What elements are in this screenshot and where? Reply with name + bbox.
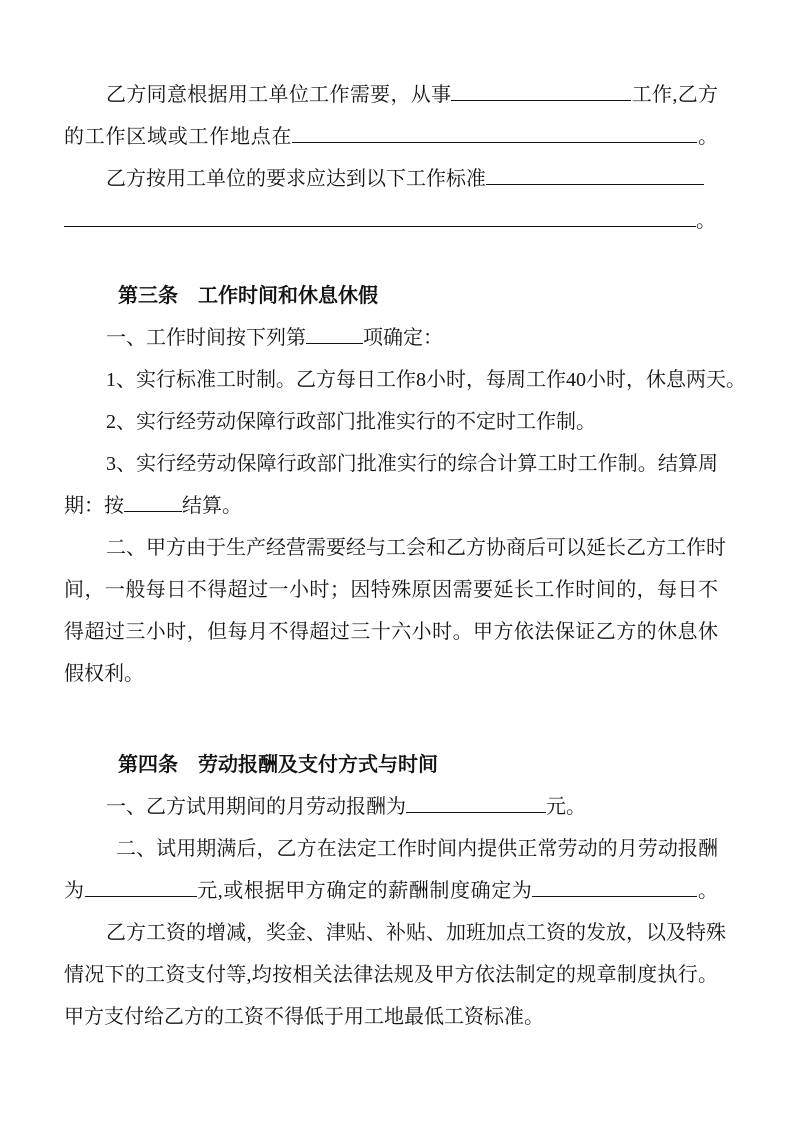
para-work-content-line-2 <box>64 116 718 158</box>
text-run: 。 <box>697 126 718 148</box>
text-run: 结算。 <box>182 495 242 517</box>
text-run: 项确定： <box>363 327 443 349</box>
text-run: 3、实行经劳动保障行政部门批准实行的综合计算工时工作制。结算周 <box>106 453 718 475</box>
blank-fill-in-field <box>292 122 697 143</box>
clause-3-2-line-3 <box>64 611 718 653</box>
text-run: 。 <box>696 210 716 232</box>
text-run: 间，一般每日不得超过一小时；因特殊原因需要延长工作时间的，每日不 <box>64 579 718 601</box>
clause-3-2-line-2 <box>64 569 718 611</box>
clause-3-1-intro <box>64 317 718 359</box>
clause-4-2-line-1 <box>64 828 718 870</box>
blank-fill-in-field <box>124 491 182 512</box>
text-run: 的工作区域或工作地点在 <box>64 126 293 148</box>
clause-4-3-line-2 <box>64 954 718 996</box>
heading-article-3 <box>64 275 718 317</box>
clause-4-2-line-2 <box>64 870 718 912</box>
blank-fill-in-field <box>406 792 546 813</box>
text-run: 得超过三小时，但每月不得超过三十六小时。甲方依法保证乙方的休息休 <box>64 621 718 643</box>
text-run: 元,或根据甲方确定的薪酬制度确定为 <box>196 880 533 902</box>
clause-3-2-line-1 <box>64 527 726 569</box>
clause-3-2-line-4 <box>64 653 718 695</box>
blank-fill-in-field <box>486 164 704 185</box>
clause-3-1-option-1 <box>64 359 746 401</box>
clause-4-3-line-3 <box>64 996 718 1038</box>
blank-fill-in-field <box>451 80 631 101</box>
heading-article-4 <box>64 744 718 786</box>
blank-fill-in-field <box>532 876 697 897</box>
para-work-standard-line-2 <box>64 200 718 242</box>
text-run: 二、甲方由于生产经营需要经与工会和乙方协商后可以延长乙方工作时 <box>106 537 726 559</box>
text-run: 1、实行标准工时制。乙方每日工作8小时，每周工作40小时，休息两天。 <box>106 369 746 391</box>
blank-fill-in-field <box>85 876 197 897</box>
blank-fill-in-field <box>306 323 363 344</box>
clause-4-3-line-1 <box>64 912 726 954</box>
text-run: 假权利。 <box>64 663 144 685</box>
text-run: 二、试用期满后，乙方在法定工作时间内提供正常劳动的月劳动报酬 <box>116 838 718 860</box>
text-run: 期：按 <box>64 495 124 517</box>
clause-3-1-option-3-line-1 <box>64 443 718 485</box>
text-run: 甲方支付给乙方的工资不得低于用工地最低工资标准。 <box>64 1006 544 1028</box>
para-work-standard-line-1 <box>64 158 718 200</box>
blank-fill-in-field <box>64 206 696 227</box>
text-run: 乙方按用工单位的要求应达到以下工作标准 <box>106 168 486 190</box>
clause-3-1-option-2 <box>64 401 718 443</box>
clause-4-1 <box>64 786 718 828</box>
text-run: 工作,乙方 <box>631 84 719 106</box>
text-run: 元。 <box>546 796 586 818</box>
text-run: 第三条 工作时间和休息休假 <box>118 285 378 307</box>
text-run: 一、工作时间按下列第 <box>106 327 306 349</box>
text-run: 第四条 劳动报酬及支付方式与时间 <box>118 754 438 776</box>
text-run: 一、乙方试用期间的月劳动报酬为 <box>106 796 406 818</box>
text-run: 2、实行经劳动保障行政部门批准实行的不定时工作制。 <box>106 411 596 433</box>
text-run: 乙方工资的增减，奖金、津贴、补贴、加班加点工资的发放，以及特殊 <box>106 922 726 944</box>
para-work-content-line-1 <box>64 74 718 116</box>
clause-3-1-option-3-line-2 <box>64 485 718 527</box>
text-run: 。 <box>697 880 719 902</box>
text-run: 乙方同意根据用工单位工作需要，从事 <box>106 84 452 106</box>
text-run: 为 <box>64 880 85 902</box>
text-run: 情况下的工资支付等,均按相关法律法规及甲方依法制定的规章制度执行。 <box>64 964 718 986</box>
